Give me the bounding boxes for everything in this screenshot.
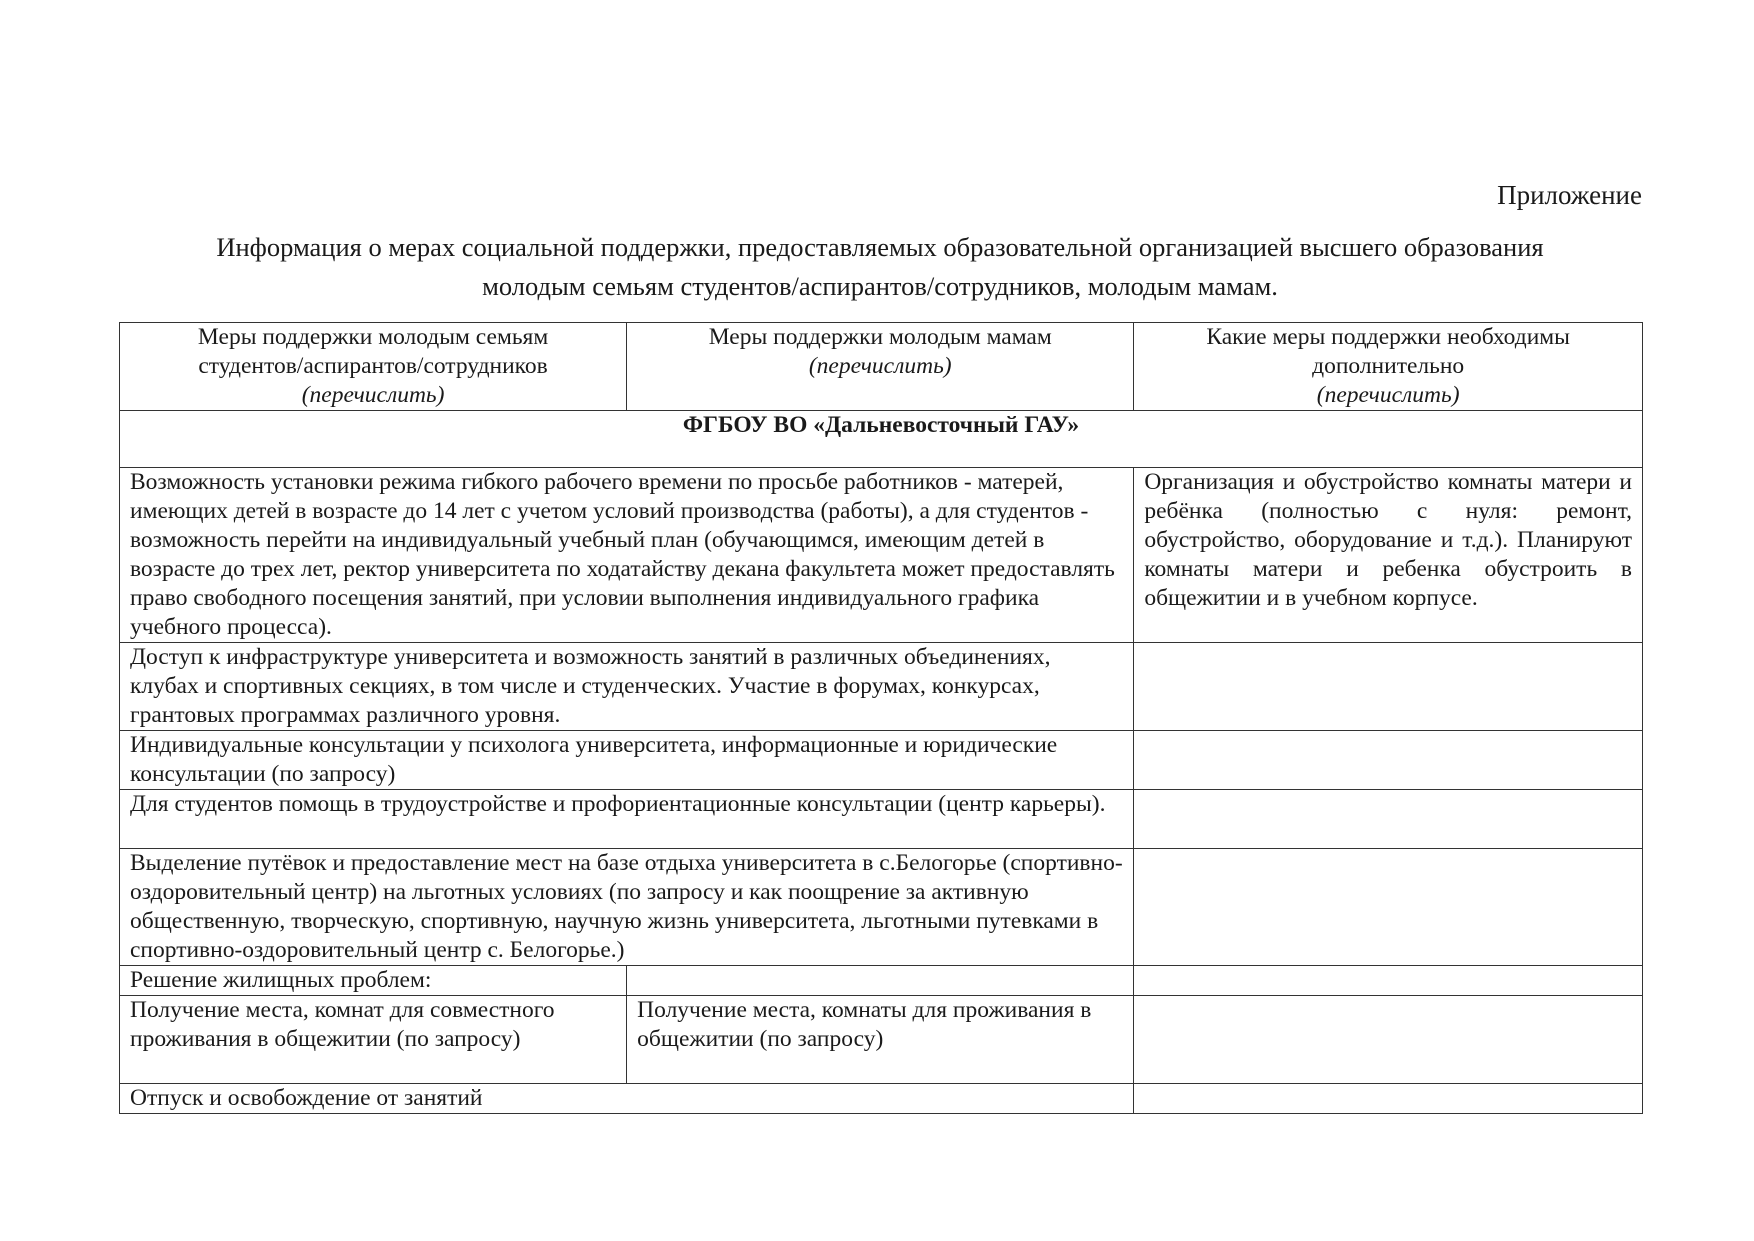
measure-housing-families: Получение места, комнат для совместного проживания в общежитии (по запросу) <box>120 996 627 1084</box>
header-additional-line-1: Какие меры поддержки необходимы <box>1206 324 1570 350</box>
housing-label-empty-cell <box>627 966 1134 996</box>
additional-empty-cell <box>1134 966 1643 996</box>
header-mothers <box>627 323 1134 411</box>
document-title-line-1: Информация о мерах социальной поддержки, предоставляемых образовательной организацией высшего образования <box>216 232 1544 262</box>
header-additional-line-2: дополнительно <box>1312 353 1465 379</box>
header-families-note: (перечислить) <box>301 382 445 408</box>
measure-housing-label: Решение жилищных проблем: <box>120 966 627 996</box>
header-families-line-2: студентов/аспирантов/сотрудников <box>198 353 548 379</box>
header-mothers-note: (перечислить) <box>808 353 952 379</box>
table-row <box>120 966 1643 996</box>
additional-empty-cell <box>1134 790 1643 849</box>
table-row <box>120 731 1643 790</box>
table-row <box>120 468 1643 643</box>
table-header-row <box>120 323 1643 411</box>
table-row <box>120 1084 1643 1114</box>
document-title-line-2: молодым семьям студентов/аспирантов/сотрудников, молодым мамам. <box>482 271 1278 301</box>
header-additional-note: (перечислить) <box>1316 382 1460 408</box>
additional-empty-cell <box>1134 849 1643 966</box>
additional-empty-cell <box>1134 996 1643 1084</box>
header-mothers-line-1: Меры поддержки молодым мамам <box>708 324 1052 350</box>
table-row <box>120 996 1643 1084</box>
table-row <box>120 849 1643 966</box>
additional-empty-cell <box>1134 1084 1643 1114</box>
header-additional <box>1134 323 1643 411</box>
table-row <box>120 643 1643 731</box>
additional-empty-cell <box>1134 731 1643 790</box>
measure-leave: Отпуск и освобождение от занятий <box>120 1084 1134 1114</box>
document-title <box>100 228 1660 306</box>
support-measures-table <box>119 322 1643 1114</box>
measure-infrastructure-access: Доступ к инфраструктуре университета и возможность занятий в различных объединениях, клубах и спортивных секциях, в том числе и студенческих. Участие в форумах, конкурсах, грантовых программах различного уровня. <box>120 643 1134 731</box>
additional-mother-child-room: Организация и обустройство комнаты матери и ребёнка (полностью с нуля: ремонт, обустройство, оборудование и т.д.). Планируют комнаты матери и ребенка обустроить в общежитии и в учебном корпусе. <box>1134 468 1643 643</box>
organization-row <box>120 411 1643 468</box>
header-families <box>120 323 627 411</box>
organization-name: ФГБОУ ВО «Дальневосточный ГАУ» <box>120 411 1643 468</box>
header-families-line-1: Меры поддержки молодым семьям <box>197 324 549 350</box>
appendix-label: Приложение <box>1497 180 1642 210</box>
measure-housing-mothers: Получение места, комнаты для проживания в общежитии (по запросу) <box>627 996 1134 1084</box>
measure-flexible-schedule: Возможность установки режима гибкого рабочего времени по просьбе работников - матерей, имеющих детей в возрасте до 14 лет с учетом условий производства (работы), а для студентов - возможность перейти на индивидуальный учебный план (обучающимся, имеющим детей в возрасте до трех лет, ректор университета по ходатайству декана факультета может предоставлять право свободного посещения занятий, при условии выполнения индивидуального графика учебного процесса). <box>120 468 1134 643</box>
measure-consultations: Индивидуальные консультации у психолога университета, информационные и юридические консультации (по запросу) <box>120 731 1134 790</box>
measure-career-help: Для студентов помощь в трудоустройстве и профориентационные консультации (центр карьеры). <box>120 790 1134 849</box>
additional-empty-cell <box>1134 643 1643 731</box>
measure-vouchers-belogorye: Выделение путёвок и предоставление мест на базе отдыха университета в с.Белогорье (спортивно- оздоровительный центр) на льготных условиях (по запросу и как поощрение за активную общественную, творческую, спортивную, научную жизнь университета, льготными путевками в спортивно-оздоровительный центр с. Белогорье.) <box>120 849 1134 966</box>
table-row <box>120 790 1643 849</box>
